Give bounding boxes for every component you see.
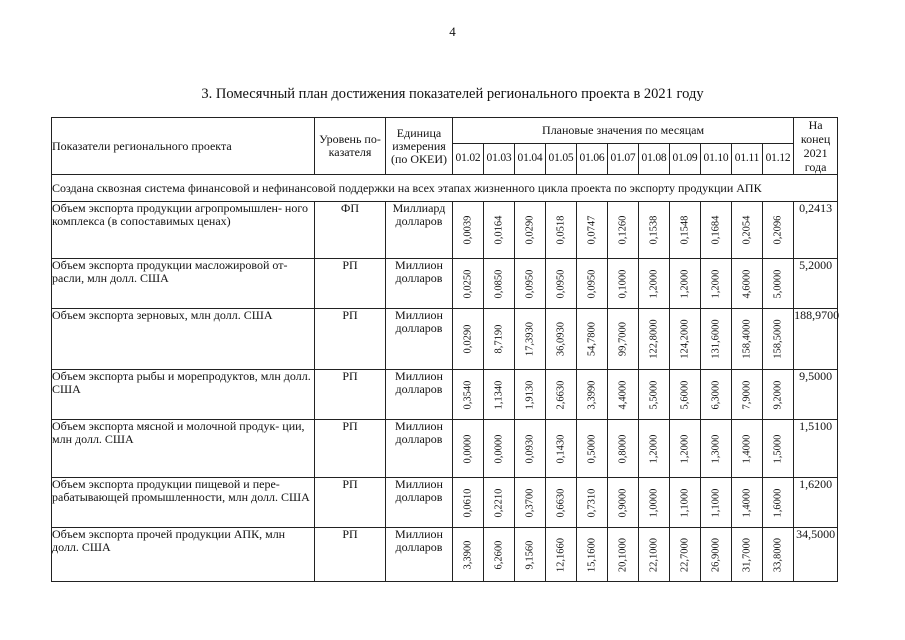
monthly-value-cell — [732, 528, 763, 582]
indicator-level: РП — [315, 309, 386, 370]
monthly-value: 0,0039 — [462, 215, 474, 245]
monthly-value-cell — [670, 528, 701, 582]
monthly-value-cell — [639, 528, 670, 582]
monthly-value-cell — [484, 309, 515, 370]
monthly-value-cell — [608, 370, 639, 420]
monthly-value-cell — [515, 202, 546, 259]
monthly-value-cell — [732, 309, 763, 370]
monthly-value-cell — [453, 202, 484, 259]
indicator-level: РП — [315, 478, 386, 528]
indicator-unit: Миллион долларов — [386, 259, 453, 309]
monthly-value-cell — [453, 528, 484, 582]
monthly-value: 20,1000 — [617, 537, 629, 572]
indicator-level: РП — [315, 370, 386, 420]
monthly-plan-table — [51, 117, 838, 582]
monthly-value: 0,8000 — [617, 434, 629, 463]
monthly-value: 0,0930 — [524, 434, 536, 463]
monthly-value-cell — [701, 202, 732, 259]
table-row — [52, 420, 838, 478]
monthly-value: 6,2600 — [493, 540, 505, 569]
monthly-value: 0,0850 — [493, 269, 505, 298]
end-of-year-value: 5,2000 — [794, 259, 838, 309]
monthly-value: 131,6000 — [710, 319, 722, 359]
page-title: 3. Помесячный план достижения показателей регионального проекта в 2021 году — [201, 86, 704, 102]
header-planned-values: Плановые значения по месяцам — [453, 118, 794, 144]
monthly-value-cell — [670, 420, 701, 478]
monthly-value-cell — [515, 528, 546, 582]
indicator-unit: Миллион долларов — [386, 420, 453, 478]
header-month: 01.07 — [608, 143, 639, 174]
monthly-value: 36,0930 — [555, 321, 567, 357]
monthly-value-cell — [670, 202, 701, 259]
monthly-value: 5,5000 — [648, 380, 660, 409]
monthly-value-cell — [577, 478, 608, 528]
monthly-value-cell — [546, 420, 577, 478]
monthly-value-cell — [701, 309, 732, 370]
monthly-value: 7,9000 — [741, 380, 753, 409]
monthly-value-cell — [732, 478, 763, 528]
monthly-value: 1,5000 — [772, 434, 784, 463]
end-of-year-value: 34,5000 — [794, 528, 838, 582]
monthly-value-cell — [732, 202, 763, 259]
monthly-value: 0,0950 — [524, 269, 536, 298]
monthly-value: 0,0000 — [462, 434, 474, 463]
monthly-value-cell — [515, 309, 546, 370]
header-month: 01.10 — [701, 143, 732, 174]
monthly-value: 0,3540 — [462, 380, 474, 409]
monthly-value: 0,0747 — [586, 215, 598, 245]
monthly-value: 0,0290 — [524, 215, 536, 245]
header-month: 01.11 — [732, 143, 763, 174]
header-month: 01.02 — [453, 143, 484, 174]
indicator-name: Объем экспорта продукции пищевой и пере- рабатывающей промышленности, млн долл. США — [52, 478, 315, 528]
monthly-value: 1,2000 — [679, 434, 691, 463]
monthly-value: 54,7800 — [586, 321, 598, 357]
header-row-1 — [52, 118, 838, 144]
monthly-value-cell — [546, 202, 577, 259]
monthly-value-cell — [608, 420, 639, 478]
monthly-value-cell — [515, 259, 546, 309]
monthly-value: 1,2000 — [710, 269, 722, 298]
monthly-value-cell — [546, 528, 577, 582]
monthly-value-cell — [484, 478, 515, 528]
indicator-name: Объем экспорта прочей продукции АПК, млн долл. США — [52, 528, 315, 582]
table-row — [52, 370, 838, 420]
monthly-value: 0,0164 — [493, 215, 505, 245]
monthly-value-cell — [577, 370, 608, 420]
monthly-value: 0,1430 — [555, 434, 567, 463]
monthly-value-cell — [608, 528, 639, 582]
monthly-value-cell — [763, 528, 794, 582]
header-month: 01.03 — [484, 143, 515, 174]
monthly-value-cell — [484, 202, 515, 259]
indicator-unit: Миллион долларов — [386, 370, 453, 420]
monthly-value: 0,0950 — [555, 269, 567, 298]
indicator-unit: Миллион долларов — [386, 309, 453, 370]
monthly-value: 5,0000 — [772, 269, 784, 298]
monthly-value: 2,6630 — [555, 380, 567, 409]
end-of-year-value: 1,6200 — [794, 478, 838, 528]
indicator-unit: Миллион долларов — [386, 528, 453, 582]
monthly-value: 31,7000 — [741, 537, 753, 572]
monthly-value-cell — [608, 259, 639, 309]
indicator-name: Объем экспорта продукции масложировой от- расли, млн долл. США — [52, 259, 315, 309]
monthly-value-cell — [515, 370, 546, 420]
monthly-value-cell — [484, 528, 515, 582]
monthly-value: 17,3930 — [524, 321, 536, 357]
monthly-value: 8,7190 — [493, 324, 505, 354]
header-month: 01.05 — [546, 143, 577, 174]
end-of-year-value: 0,2413 — [794, 202, 838, 259]
monthly-value-cell — [639, 370, 670, 420]
monthly-value: 0,5000 — [586, 434, 598, 463]
monthly-value: 0,1000 — [617, 269, 629, 298]
monthly-value-cell — [515, 478, 546, 528]
monthly-value-cell — [763, 309, 794, 370]
header-level: Уровень по- казателя — [315, 118, 386, 175]
monthly-value-cell — [763, 259, 794, 309]
indicator-name: Объем экспорта рыбы и морепродуктов, млн долл. США — [52, 370, 315, 420]
monthly-value: 4,6000 — [741, 269, 753, 298]
monthly-value: 0,6630 — [555, 488, 567, 517]
monthly-value-cell — [670, 370, 701, 420]
monthly-value-cell — [701, 259, 732, 309]
monthly-value-cell — [453, 478, 484, 528]
header-month: 01.12 — [763, 143, 794, 174]
monthly-value-cell — [453, 309, 484, 370]
monthly-value-cell — [608, 309, 639, 370]
monthly-value: 9,2000 — [772, 380, 784, 409]
monthly-value-cell — [763, 202, 794, 259]
header-indicator: Показатели регионального проекта — [52, 118, 315, 175]
indicator-name: Объем экспорта мясной и молочной продук- ции, млн долл. США — [52, 420, 315, 478]
monthly-value: 9,1560 — [524, 540, 536, 569]
monthly-value-cell — [453, 420, 484, 478]
monthly-value: 33,8000 — [772, 537, 784, 572]
table-row — [52, 478, 838, 528]
indicator-level: ФП — [315, 202, 386, 259]
monthly-value: 1,4000 — [741, 488, 753, 517]
monthly-value-cell — [701, 478, 732, 528]
monthly-value: 22,1000 — [648, 537, 660, 572]
monthly-value: 1,0000 — [648, 488, 660, 517]
monthly-value: 3,3990 — [586, 380, 598, 409]
monthly-value-cell — [608, 478, 639, 528]
monthly-value-cell — [670, 259, 701, 309]
monthly-value-cell — [515, 420, 546, 478]
end-of-year-value: 9,5000 — [794, 370, 838, 420]
monthly-value-cell — [639, 309, 670, 370]
indicator-name: Объем экспорта продукции агропромышлен- ного комплекса (в сопоставимых ценах) — [52, 202, 315, 259]
monthly-value-cell — [732, 370, 763, 420]
monthly-value-cell — [484, 420, 515, 478]
indicator-level: РП — [315, 528, 386, 582]
monthly-value-cell — [453, 259, 484, 309]
monthly-value-cell — [577, 309, 608, 370]
monthly-value: 12,1660 — [555, 537, 567, 572]
header-month: 01.04 — [515, 143, 546, 174]
monthly-value-cell — [546, 478, 577, 528]
monthly-value: 0,2210 — [493, 488, 505, 517]
monthly-value: 0,0250 — [462, 269, 474, 298]
monthly-value-cell — [639, 202, 670, 259]
section-row — [52, 175, 838, 202]
indicator-level: РП — [315, 259, 386, 309]
monthly-value: 0,2054 — [741, 215, 753, 245]
monthly-value: 0,2096 — [772, 215, 784, 245]
monthly-value-cell — [701, 420, 732, 478]
monthly-value: 5,6000 — [679, 380, 691, 409]
monthly-value-cell — [763, 370, 794, 420]
monthly-value-cell — [763, 478, 794, 528]
monthly-value: 1,6000 — [772, 488, 784, 517]
monthly-value: 0,1260 — [617, 215, 629, 245]
monthly-value: 1,9130 — [524, 380, 536, 409]
monthly-value: 0,0950 — [586, 269, 598, 298]
monthly-value: 158,4000 — [741, 319, 753, 359]
monthly-value-cell — [701, 370, 732, 420]
indicator-unit: Миллион долларов — [386, 478, 453, 528]
monthly-value-cell — [484, 370, 515, 420]
end-of-year-value: 1,5100 — [794, 420, 838, 478]
monthly-value: 122,8000 — [648, 319, 660, 359]
monthly-value-cell — [639, 259, 670, 309]
monthly-value-cell — [608, 202, 639, 259]
monthly-value: 124,2000 — [679, 319, 691, 359]
monthly-value-cell — [732, 259, 763, 309]
monthly-value: 4,4000 — [617, 380, 629, 409]
monthly-value-cell — [546, 309, 577, 370]
monthly-value: 0,7310 — [586, 488, 598, 517]
monthly-value: 0,0000 — [493, 434, 505, 463]
monthly-value-cell — [577, 420, 608, 478]
monthly-value-cell — [577, 202, 608, 259]
monthly-value: 99,7000 — [617, 321, 629, 357]
table-row — [52, 202, 838, 259]
table-row — [52, 259, 838, 309]
monthly-value: 6,3000 — [710, 380, 722, 409]
monthly-value: 1,2000 — [648, 269, 660, 298]
page-number: 4 — [449, 24, 456, 39]
monthly-value: 0,1548 — [679, 215, 691, 245]
monthly-value-cell — [453, 370, 484, 420]
monthly-value-cell — [763, 420, 794, 478]
monthly-value: 1,1000 — [679, 488, 691, 517]
section-title: Создана сквозная система финансовой и нефинансовой поддержки на всех этапах жизненного цикла проекта по экспорту продукции АПК — [52, 175, 838, 202]
monthly-value-cell — [701, 528, 732, 582]
monthly-value-cell — [577, 259, 608, 309]
indicator-unit: Миллиард долларов — [386, 202, 453, 259]
monthly-value: 0,9000 — [617, 488, 629, 517]
monthly-value: 1,4000 — [741, 434, 753, 463]
monthly-value-cell — [546, 259, 577, 309]
monthly-value-cell — [639, 478, 670, 528]
monthly-value-cell — [670, 309, 701, 370]
monthly-value: 1,1340 — [493, 380, 505, 409]
monthly-value: 158,5000 — [772, 319, 784, 359]
monthly-value: 0,0518 — [555, 215, 567, 245]
header-month: 01.06 — [577, 143, 608, 174]
monthly-value-cell — [546, 370, 577, 420]
monthly-value-cell — [732, 420, 763, 478]
monthly-value-cell — [577, 528, 608, 582]
monthly-value: 22,7000 — [679, 537, 691, 572]
indicator-level: РП — [315, 420, 386, 478]
monthly-value: 1,1000 — [710, 488, 722, 517]
monthly-value: 26,9000 — [710, 537, 722, 572]
header-month: 01.08 — [639, 143, 670, 174]
monthly-value-cell — [484, 259, 515, 309]
monthly-value: 0,1538 — [648, 215, 660, 245]
header-end-of-year: На конец 2021 года — [794, 118, 838, 175]
header-unit: Единица измерения (по ОКЕИ) — [386, 118, 453, 175]
monthly-value: 0,3700 — [524, 488, 536, 517]
monthly-value: 1,3000 — [710, 434, 722, 463]
end-of-year-value: 188,9700 — [794, 309, 838, 370]
monthly-value: 1,2000 — [648, 434, 660, 463]
monthly-value: 0,0290 — [462, 324, 474, 354]
monthly-value: 15,1600 — [586, 537, 598, 572]
monthly-value-cell — [670, 478, 701, 528]
header-month: 01.09 — [670, 143, 701, 174]
monthly-value-cell — [639, 420, 670, 478]
monthly-value: 1,2000 — [679, 269, 691, 298]
indicator-name: Объем экспорта зерновых, млн долл. США — [52, 309, 315, 370]
monthly-value: 0,0610 — [462, 488, 474, 517]
table-row — [52, 528, 838, 582]
monthly-value: 3,3900 — [462, 540, 474, 569]
table-row — [52, 309, 838, 370]
monthly-value: 0,1684 — [710, 215, 722, 245]
